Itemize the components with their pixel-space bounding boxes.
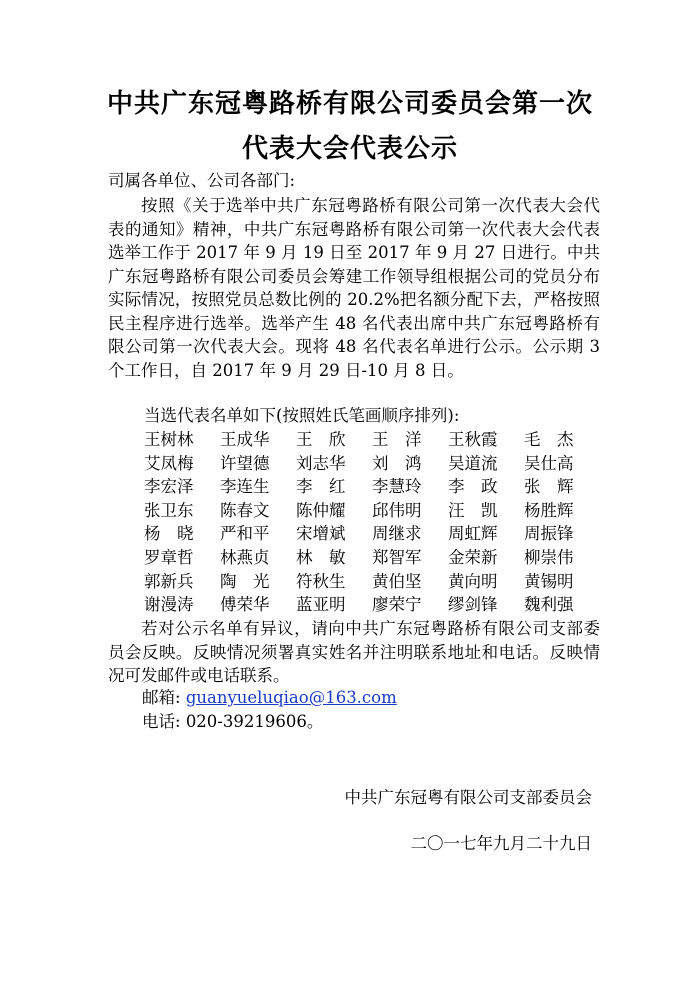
representative-name: 吴道流 — [448, 453, 498, 473]
representative-name: 蓝亚明 — [296, 595, 346, 615]
document-title-line-2: 代表大会代表公示 — [241, 134, 458, 164]
representative-name: 周振锋 — [524, 524, 574, 544]
representative-name: 魏利强 — [524, 595, 574, 615]
representative-name: 邱伟明 — [372, 500, 422, 520]
representative-name: 王 欣 — [296, 430, 346, 449]
representative-name: 谢漫涛 — [144, 595, 194, 615]
representative-name: 宋增斌 — [296, 524, 346, 544]
phone-line — [142, 710, 634, 734]
representative-name: 刘 鸿 — [372, 453, 422, 473]
representative-name: 吴仕高 — [524, 453, 574, 473]
representative-name: 金荣新 — [448, 547, 498, 567]
objection-paragraph: 若对公示名单有异议，请向中共广东冠粤路桥有限公司支部委员会反映。反映情况须署真实姓名并注明联系地址和电话。反映情况可发邮件或电话联系。 — [108, 619, 600, 685]
representative-name: 黄伯坚 — [372, 571, 422, 591]
representative-name: 张卫东 — [144, 500, 194, 520]
name-row — [144, 522, 604, 546]
representative-name: 林燕贞 — [220, 547, 270, 567]
list-intro: 当选代表名单如下(按照姓氏笔画顺序排列): — [144, 406, 460, 425]
salutation: 司属各单位、公司各部门: — [108, 171, 296, 190]
name-row — [144, 428, 604, 452]
representative-name: 罗章哲 — [144, 547, 194, 567]
representative-name: 林 敏 — [296, 547, 346, 567]
representative-name: 艾凤梅 — [144, 453, 194, 473]
representative-name: 王秋霞 — [448, 430, 498, 449]
representative-name: 李 政 — [448, 477, 498, 497]
representative-name: 陶 光 — [220, 571, 270, 591]
signature-organization: 中共广东冠粤有限公司支部委员会 — [344, 788, 592, 807]
email-line — [142, 686, 634, 710]
representative-name: 廖荣宁 — [372, 595, 422, 615]
signature-date: 二〇一七年九月二十九日 — [410, 834, 592, 853]
representative-name: 黄向明 — [448, 571, 498, 591]
representative-name: 柳崇伟 — [524, 547, 574, 567]
name-row — [144, 546, 604, 570]
email-label: 邮箱: — [142, 688, 181, 707]
representative-name: 李宏泽 — [144, 477, 194, 497]
representative-name: 符秋生 — [296, 571, 346, 591]
phone-number: 020-39219606。 — [185, 712, 324, 731]
representative-name: 李 红 — [296, 477, 346, 497]
representative-name: 杨胜辉 — [524, 500, 574, 520]
representative-name: 严和平 — [220, 524, 270, 544]
email-link[interactable]: guanyueluqiao@163.com — [185, 688, 397, 707]
representative-name: 王树林 — [144, 430, 194, 449]
representative-name: 陈春文 — [220, 500, 270, 520]
representative-name: 张 辉 — [524, 477, 574, 497]
representative-name: 陈仲耀 — [296, 500, 346, 520]
representative-name: 缪剑锋 — [448, 595, 498, 615]
phone-label: 电话: — [142, 712, 181, 731]
document-title-line-1: 中共广东冠粤路桥有限公司委员会第一次 — [106, 89, 593, 119]
representative-name: 毛 杰 — [524, 430, 574, 449]
representative-name: 许望德 — [220, 453, 270, 473]
representative-name: 李连生 — [220, 477, 270, 497]
notice-paragraph: 按照《关于选举中共广东冠粤路桥有限公司第一次代表大会代表的通知》精神，中共广东冠粤路桥有限公司第一次代表大会代表选举工作于 2017 年 9 月 19 日至 2017 年 9 月 27 日进行。中共广东冠粤路桥有限公司委员会筹建工作领导组根据公司的党员分布实际情况，按照党员总数比例的 20.2%把名额分配下去，严格按照民主程序进行选举。选举产生 48 名代表出席中共广东冠粤路桥有限公司第一次代表大会。现将 48 名代表名单进行公示。公示期 3 个工作日，自 2017 年 9 月 29 日-10 月 8 日。 — [108, 196, 600, 380]
representative-name: 周继求 — [372, 524, 422, 544]
name-row — [144, 593, 604, 617]
representative-name: 郑智军 — [372, 547, 422, 567]
representative-name: 杨 晓 — [144, 524, 194, 544]
name-row — [144, 452, 604, 476]
representative-name: 郭新兵 — [144, 571, 194, 591]
name-row — [144, 570, 604, 594]
representative-name: 王成华 — [220, 430, 270, 449]
representative-name: 汪 凯 — [448, 500, 498, 520]
name-row — [144, 499, 604, 523]
representative-name: 黄锡明 — [524, 571, 574, 591]
representative-name: 傅荣华 — [220, 595, 270, 615]
name-row — [144, 475, 604, 499]
representative-name: 刘志华 — [296, 453, 346, 473]
representative-name: 周虹辉 — [448, 524, 498, 544]
representative-name-list — [144, 428, 604, 617]
representative-name: 李慧玲 — [372, 477, 422, 497]
representative-name: 王 洋 — [372, 430, 422, 449]
